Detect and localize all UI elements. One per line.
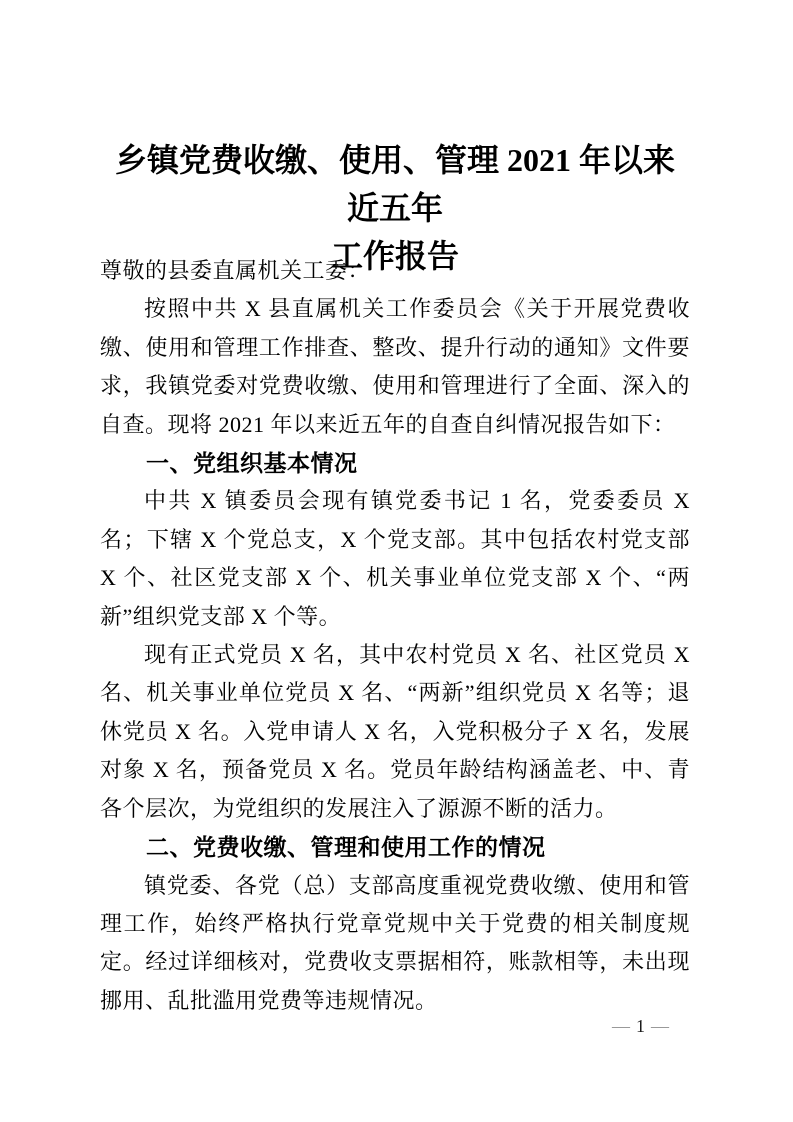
- section-1-paragraph-1: 中共 X 镇委员会现有镇党委书记 1 名，党委委员 X 名；下辖 X 个党总支，X 个党支部。其中包括农村党支部 X 个、社区党支部 X 个、机关事业单位党支部 X 个、“两新”组织党支部 X 个等。: [100, 488, 690, 629]
- section-heading-2: 二、党费收缴、管理和使用工作的情况: [146, 834, 546, 861]
- footer-dash-right: —: [651, 1016, 669, 1036]
- footer-dash-left: —: [612, 1016, 630, 1036]
- document-title-line-2: 工作报告: [330, 238, 459, 274]
- document-title-line-1: 乡镇党费收缴、使用、管理 2021 年以来近五年: [114, 142, 675, 226]
- section-2-paragraph-1: 镇党委、各党（总）支部高度重视党费收缴、使用和管理工作，始终严格执行党章党规中关于党费的相关制度规定。经过详细核对，党费收支票据相符，账款相等，未出现挪用、乱批滥用党费等违规情况。: [100, 872, 690, 1013]
- salutation: 尊敬的县委直属机关工委：: [100, 258, 371, 283]
- section-heading-1: 一、党组织基本情况: [146, 450, 358, 477]
- section-1-paragraph-2: 现有正式党员 X 名，其中农村党员 X 名、社区党员 X 名、机关事业单位党员 X 名、“两新”组织党员 X 名等；退休党员 X 名。入党申请人 X 名，入党积极分子 X 名，发展对象 X 名，预备党员 X 名。党员年龄结构涵盖老、中、青各个层次，为党组织的发展注入了源源不断的活力。: [100, 642, 690, 821]
- document-body: [100, 252, 690, 1020]
- page-number-footer: [606, 1012, 675, 1040]
- intro-paragraph: 按照中共 X 县直属机关工作委员会《关于开展党费收缴、使用和管理工作排查、整改、提升行动的通知》文件要求，我镇党委对党费收缴、使用和管理进行了全面、深入的自查。现将 2021 年以来近五年的自查自纠情况报告如下：: [100, 296, 690, 437]
- footer-page-number: 1: [636, 1016, 645, 1036]
